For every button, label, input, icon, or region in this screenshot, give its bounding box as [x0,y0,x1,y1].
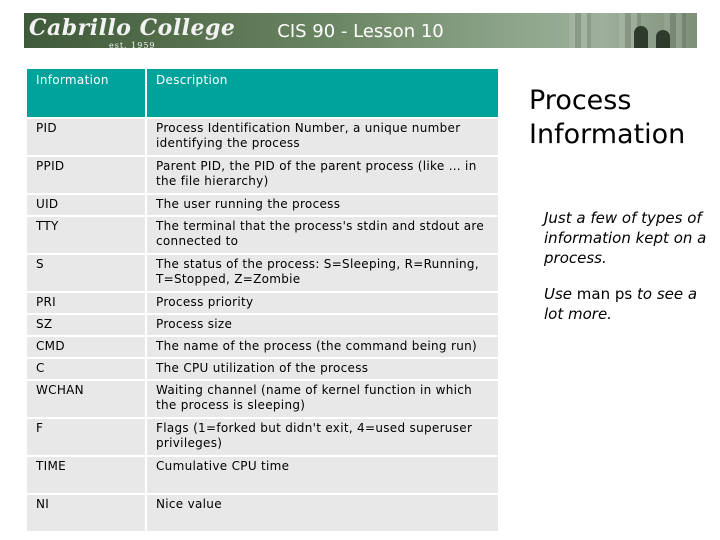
param-cell: C [27,359,147,379]
description-cell: The terminal that the process's stdin and stdout are connected to [147,217,498,253]
table-row [27,157,498,193]
param-cell: CMD [27,337,147,357]
param-cell: TIME [27,457,147,493]
header-banner [24,13,697,48]
header-description: Description [147,69,498,117]
side-title-line1: Process [529,85,632,116]
table-row [27,495,498,531]
table-row [27,195,498,215]
note-man-ps [544,284,709,324]
param-cell: PRI [27,293,147,313]
description-cell: Process size [147,315,498,335]
table-row [27,255,498,291]
description-cell: Process Identification Number, a unique number identifying the process [147,119,498,155]
param-cell: UID [27,195,147,215]
description-cell: Flags (1=forked but didn't exit, 4=used superuser privileges) [147,419,498,455]
param-cell: F [27,419,147,455]
param-cell: TTY [27,217,147,253]
note-man-ps-pre: Use [544,285,577,303]
description-cell: Nice value [147,495,498,531]
table-row [27,293,498,313]
man-ps-command: man ps [576,285,633,303]
side-title [529,84,685,152]
table-body [27,119,498,531]
logo-name: Cabrillo College [29,15,236,41]
note-man-ps-post: to see a lot more. [544,285,698,323]
param-cell: S [27,255,147,291]
table-row [27,457,498,493]
process-info-table [27,67,498,533]
table-header-row [27,69,498,117]
param-cell: PPID [27,157,147,193]
table-row [27,119,498,155]
table-row [27,217,498,253]
param-cell: PID [27,119,147,155]
param-cell: SZ [27,315,147,335]
description-cell: The status of the process: S=Sleeping, R=Running, T=Stopped, Z=Zombie [147,255,498,291]
param-cell: NI [27,495,147,531]
table-row [27,359,498,379]
param-cell: WCHAN [27,381,147,417]
table-row [27,419,498,455]
description-cell: Waiting channel (name of kernel function in which the process is sleeping) [147,381,498,417]
description-cell: Process priority [147,293,498,313]
description-cell: The name of the process (the command being run) [147,337,498,357]
description-cell: The CPU utilization of the process [147,359,498,379]
header-information: Information [27,69,147,117]
table-row [27,337,498,357]
table-row [27,381,498,417]
description-cell: Parent PID, the PID of the parent process (like … in the file hierarchy) [147,157,498,193]
logo-est: est. 1959 [109,41,156,48]
table-row [27,315,498,335]
side-title-line2: Information [529,119,686,150]
side-note [544,208,709,340]
description-cell: Cumulative CPU time [147,457,498,493]
description-cell: The user running the process [147,195,498,215]
note-few-types: Just a few of types of information kept on a process. [544,209,707,267]
slide-header-title: CIS 90 - Lesson 10 [277,21,444,42]
